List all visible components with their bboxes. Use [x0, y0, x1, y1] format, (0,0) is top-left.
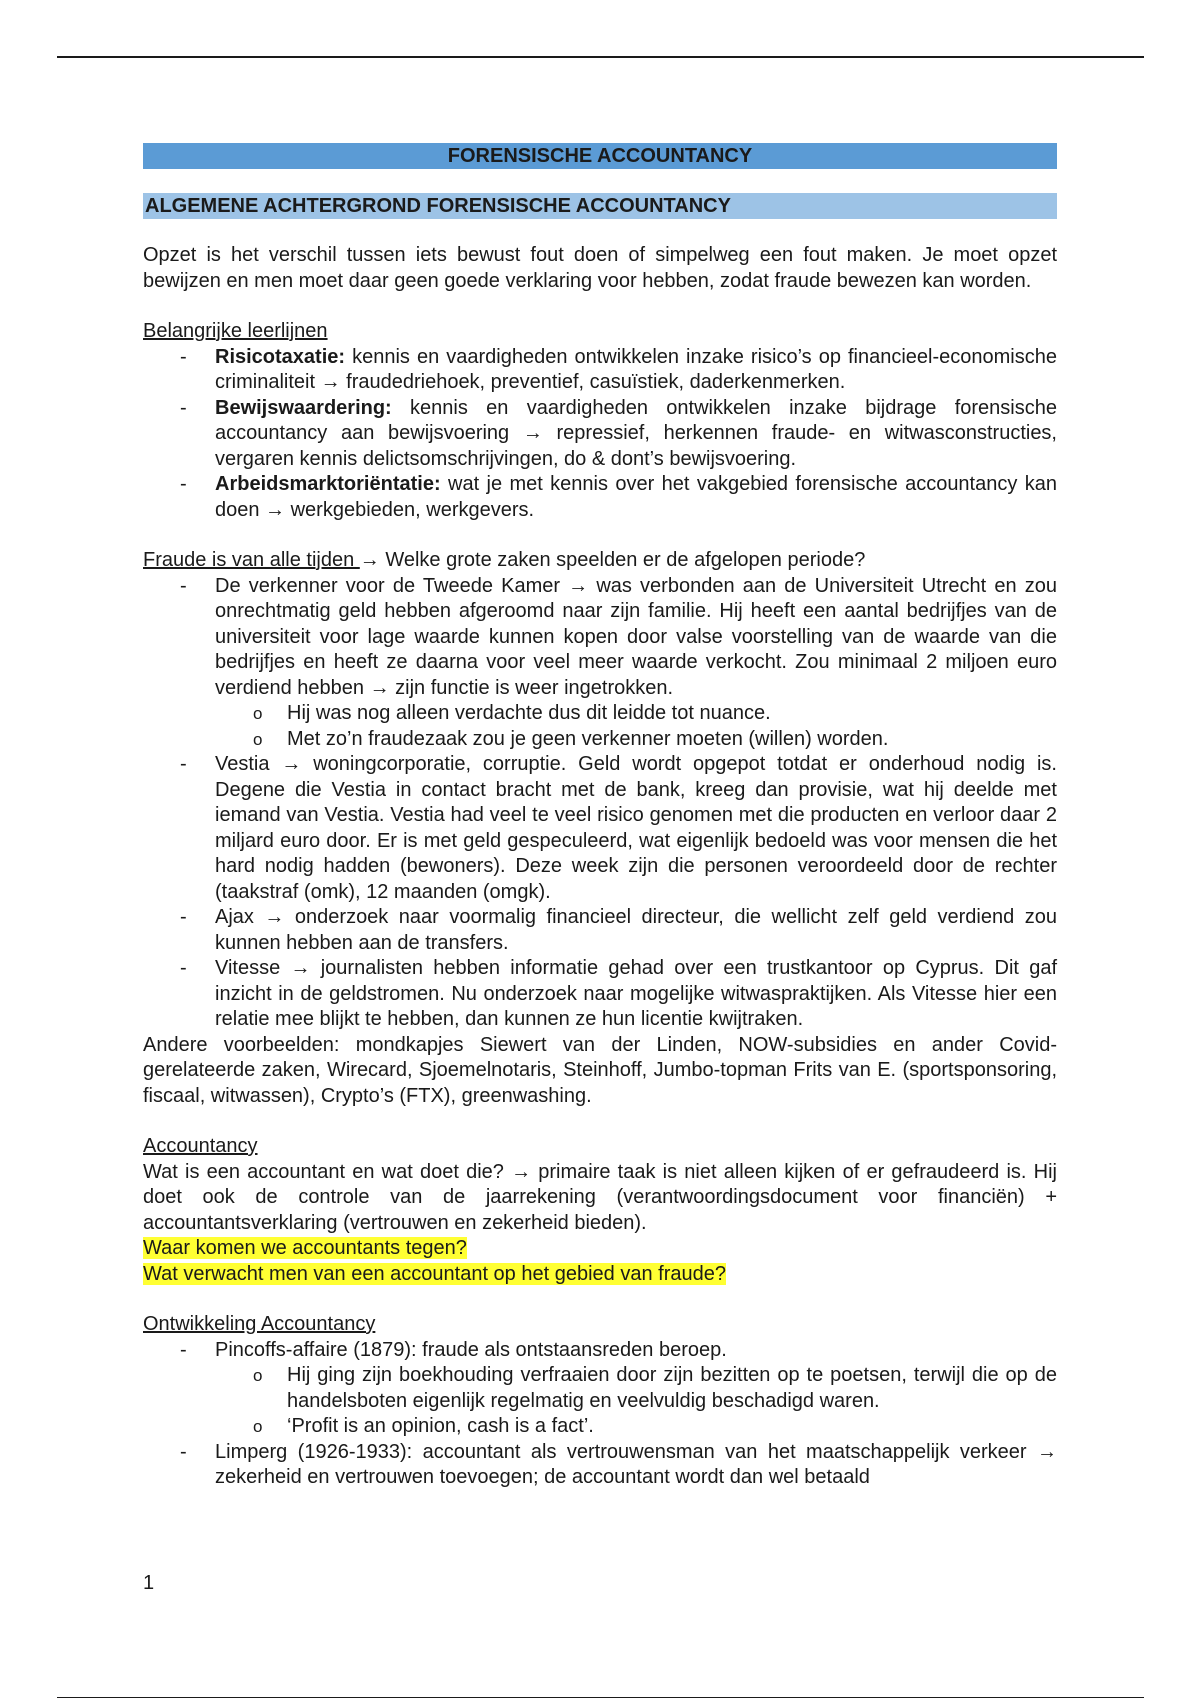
list-item: [215, 472, 1057, 523]
accountancy-heading: Accountancy: [143, 1135, 258, 1157]
leerlijnen-heading: Belangrijke leerlijnen: [143, 320, 328, 342]
list-item: - Vitesse → journalisten hebben informatie gehad over een trustkantoor op Cyprus. Dit gaf inzicht in de geldstromen. Nu onderzoek naar mogelijke witwaspraktijken. Als Vitesse hier een relatie mee blijkt te hebben, dan kunnen ze hun licentie kwijtraken.: [215, 956, 1057, 1033]
accountancy-paragraph: Wat is een accountant en wat doet die? → primaire taak is niet alleen kijken of er gefraudeerd is. Hij doet ook de controle van de jaarrekening (verantwoordingsdocument voor financiën) + accountantsverklaring (vertrouwen en zekerheid bieden).: [143, 1160, 1057, 1234]
sub-item: o Hij ging zijn boekhouding verfraaien door zijn bezitten op te poetsen, terwijl die op de handelsboten eigenlijk regelmatig en veelvuldig beschadigd waren.: [287, 1363, 1057, 1414]
item-text: kennis en vaardigheden ontwikkelen inzake risico’s op financieel-economische criminaliteit → fraudedriehoek, preventief, casuïstiek, daderkenmerken.: [215, 345, 1057, 393]
list-item: [215, 1338, 1057, 1440]
sub-item: o Hij was nog alleen verdachte dus dit leidde tot nuance.: [287, 701, 1057, 727]
item-text: kennis en vaardigheden ontwikkelen inzake bijdrage forensische accountancy aan bewijsvoering → repressief, herkennen fraude- en witwasconstructies, vergaren kennis delictsomschrijvingen, do & dont’s bewijsvoering.: [215, 396, 1057, 470]
term: Risicotaxatie:: [215, 345, 346, 368]
list-item: [215, 396, 1057, 473]
header-rule: [57, 56, 1144, 58]
list-item: - Limperg (1926-1933): accountant als vertrouwensman van het maatschappelijk verkeer → zekerheid en vertrouwen toevoegen; de accountant wordt dan wel betaald: [215, 1440, 1057, 1491]
document-body: [143, 143, 1057, 1491]
item-text: Pincoffs-affaire (1879): fraude als ontstaansreden beroep.: [215, 1338, 727, 1361]
intro-paragraph: Opzet is het verschil tussen iets bewust fout doen of simpelweg een fout maken. Je moet opzet bewijzen en men moet daar geen goede verklaring voor hebben, zodat fraude bewezen kan worden.: [143, 244, 1057, 292]
sub-list: [215, 701, 1057, 752]
list-item: - Ajax → onderzoek naar voormalig financieel directeur, die wellicht zelf geld verdiend zou kunnen hebben aan de transfers.: [215, 905, 1057, 956]
list-item: - Vestia → woningcorporatie, corruptie. Geld wordt opgepot totdat er onderhoud nodig is. Degene die Vestia in contact bracht met de bank, kreeg dan provisie, wat hij deelde met iemand van Vestia. Vestia had veel te veel risico genomen met die producten en verloor daar 2 miljard euro door. Er is met geld gespeculeerd, wat eigenlijk bedoeld was voor mensen die het hard nodig hadden (bewoners). Deze week zijn die personen veroordeeld door de rechter (taakstraf (omk), 12 maanden (omgk).: [215, 752, 1057, 905]
section-title: ALGEMENE ACHTERGROND FORENSISCHE ACCOUNTANCY: [143, 193, 1057, 219]
document-title: FORENSISCHE ACCOUNTANCY: [143, 143, 1057, 169]
ontwikkeling-heading: Ontwikkeling Accountancy: [143, 1313, 376, 1335]
highlight-question-1: Waar komen we accountants tegen?: [143, 1237, 467, 1259]
leerlijnen-list: [143, 345, 1057, 524]
term: Arbeidsmarktoriëntatie:: [215, 473, 441, 495]
fraude-heading-rest: → Welke grote zaken speelden er de afgelopen periode?: [359, 549, 866, 571]
ontwikkeling-list: [143, 1338, 1057, 1491]
sub-item: o Met zo’n fraudezaak zou je geen verkenner moeten (willen) worden.: [287, 727, 1057, 753]
highlight-question-2: Wat verwacht men van een accountant op het gebied van fraude?: [143, 1262, 726, 1285]
other-examples: Andere voorbeelden: mondkapjes Siewert van der Linden, NOW-subsidies en ander Covid-gerelateerde zaken, Wirecard, Sjoemelnotaris, Steinhoff, Jumbo-topman Frits van E. (sportsponsoring, fiscaal, witwassen), Crypto’s (FTX), greenwashing.: [143, 1033, 1057, 1107]
fraude-list: [143, 574, 1057, 1033]
item-text: wat je met kennis over het vakgebied forensische accountancy kan doen → werkgebieden, werkgevers.: [215, 473, 1057, 521]
list-item: [215, 345, 1057, 396]
footer-rule: [57, 1697, 1144, 1698]
list-item: [215, 574, 1057, 753]
page-number: 1: [143, 1572, 155, 1594]
term: Bewijswaardering:: [215, 396, 392, 419]
sub-list: [215, 1363, 1057, 1440]
item-text: De verkenner voor de Tweede Kamer → was verbonden aan de Universiteit Utrecht en zou onrechtmatig geld hebben afgeroomd naar zijn familie. Hij heeft een aantal bedrijfjes van de universiteit voor lage waarde kunnen kopen door valse voorstelling van de waarde van die bedrijfjes en heeft ze daarna voor veel meer waarde verkocht. Zou minimaal 2 miljoen euro verdiend hebben → zijn functie is weer ingetrokken.: [215, 574, 1057, 699]
fraude-heading: [143, 548, 1057, 574]
sub-item: o ‘Profit is an opinion, cash is a fact’.: [287, 1414, 1057, 1440]
fraude-heading-underlined: Fraude is van alle tijden: [143, 549, 360, 571]
